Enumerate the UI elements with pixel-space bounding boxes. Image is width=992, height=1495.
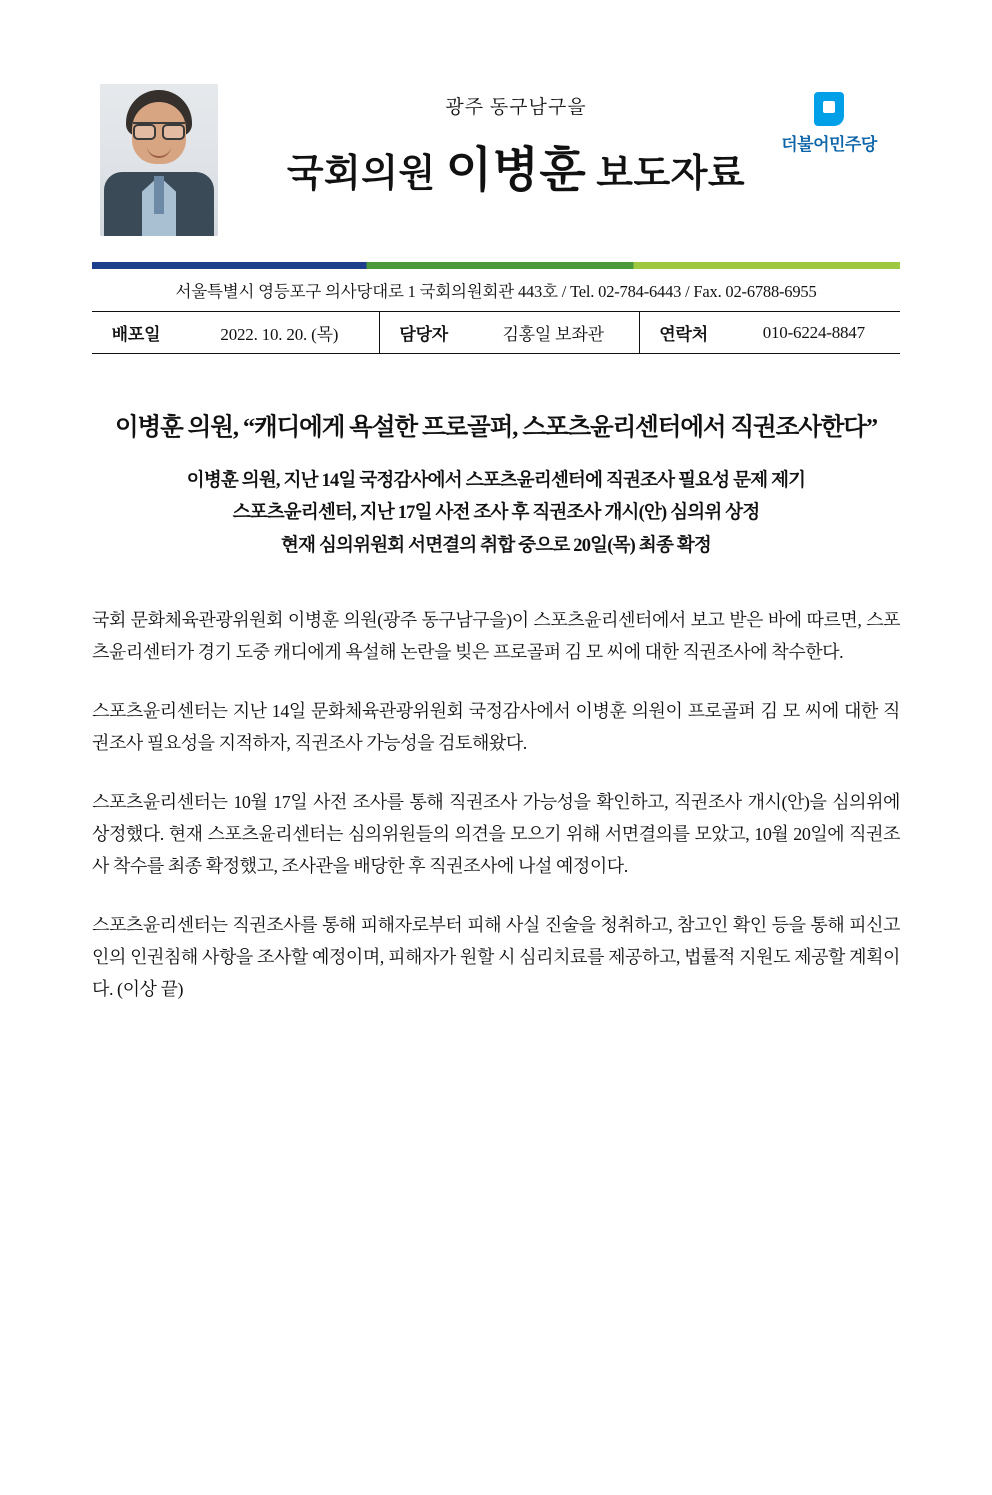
headline: 이병훈 의원, “캐디에게 욕설한 프로골퍼, 스포츠윤리센터에서 직권조사한다” bbox=[114, 414, 878, 441]
body-paragraph-3: 스포츠윤리센터는 10월 17일 사전 조사를 통해 직권조사 가능성을 확인하고, 직권조사 개시(안)을 심의위에 상정했다. 현재 스포츠윤리센터는 심의위원들의 의견을 모으기 위해 서면결의를 모았고, 10월 20일에 직권조사 착수를 최종 확정했고, 조사관을 배당한 후 직권조사에 나설 예정이다. bbox=[92, 792, 900, 877]
body-paragraph-2: 스포츠윤리센터는 지난 14일 문화체육관광위원회 국정감사에서 이병훈 의원이 프로골퍼 김 모 씨에 대한 직권조사 필요성을 지적하자, 직권조사 가능성을 검토해왔다. bbox=[92, 701, 900, 754]
title-lead: 국회의원 bbox=[286, 153, 436, 195]
subheadline-2: 스포츠윤리센터, 지난 17일 사전 조사 후 직권조사 개시(안) 심의위 상정 bbox=[232, 503, 760, 524]
document-header bbox=[92, 92, 900, 252]
glasses-icon bbox=[133, 122, 185, 137]
release-date-label: 배포일 bbox=[111, 325, 161, 344]
contact-value: 010-6224-8847 bbox=[762, 322, 865, 342]
subheadline-1: 이병훈 의원, 지난 14일 국정감사에서 스포츠윤리센터에 직권조사 필요성 문제 제기 bbox=[186, 471, 806, 491]
release-date-value: 2022. 10. 20. (목) bbox=[220, 325, 339, 344]
title-trail: 보도자료 bbox=[596, 153, 746, 195]
party-name: 더불어민주당 bbox=[781, 135, 877, 154]
contact-label: 연락처 bbox=[659, 325, 708, 344]
party-mark-icon bbox=[814, 92, 844, 126]
portrait-collar bbox=[154, 176, 164, 214]
contact-person-label: 담당자 bbox=[399, 325, 449, 344]
body-paragraph-4: 스포츠윤리센터는 직권조사를 통해 피해자로부터 피해 사실 진술을 청취하고, 참고인 확인 등을 통해 피신고인의 인권침해 사항을 조사할 예정이며, 피해자가 원할 시 심리치료를 제공하고, 법률적 지원도 제공할 계획이다. (이상 끝) bbox=[92, 915, 900, 1000]
office-address: 서울특별시 영등포구 의사당대로 1 국회의원회관 443호 / Tel. 02-784-6443 / Fax. 02-6788-6955 bbox=[175, 282, 817, 301]
subheadline-3: 현재 심의위원회 서면결의 취합 중으로 20일(목) 최종 확정 bbox=[281, 535, 711, 556]
table-row bbox=[92, 312, 900, 354]
press-release-page bbox=[0, 92, 992, 1495]
body-paragraph-1: 국회 문화체육관광위원회 이병훈 의원(광주 동구남구을)이 스포츠윤리센터에서 보고 받은 바에 따르면, 스포츠윤리센터가 경기 도중 캐디에게 욕설해 논란을 빚은 프로골퍼 김 모 씨에 대한 직권조사에 착수한다. bbox=[92, 610, 900, 663]
legislator-portrait-photo bbox=[100, 84, 218, 236]
district-label: 광주 동구남구을 bbox=[445, 97, 587, 118]
subheadline-list bbox=[92, 465, 900, 562]
body-text bbox=[92, 604, 900, 1005]
tricolor-divider-bar bbox=[92, 262, 900, 269]
contact-person-value: 김홍일 보좌관 bbox=[502, 325, 604, 344]
title-name: 이병훈 bbox=[445, 144, 587, 197]
meta-table bbox=[92, 311, 900, 354]
party-logo bbox=[754, 92, 904, 155]
